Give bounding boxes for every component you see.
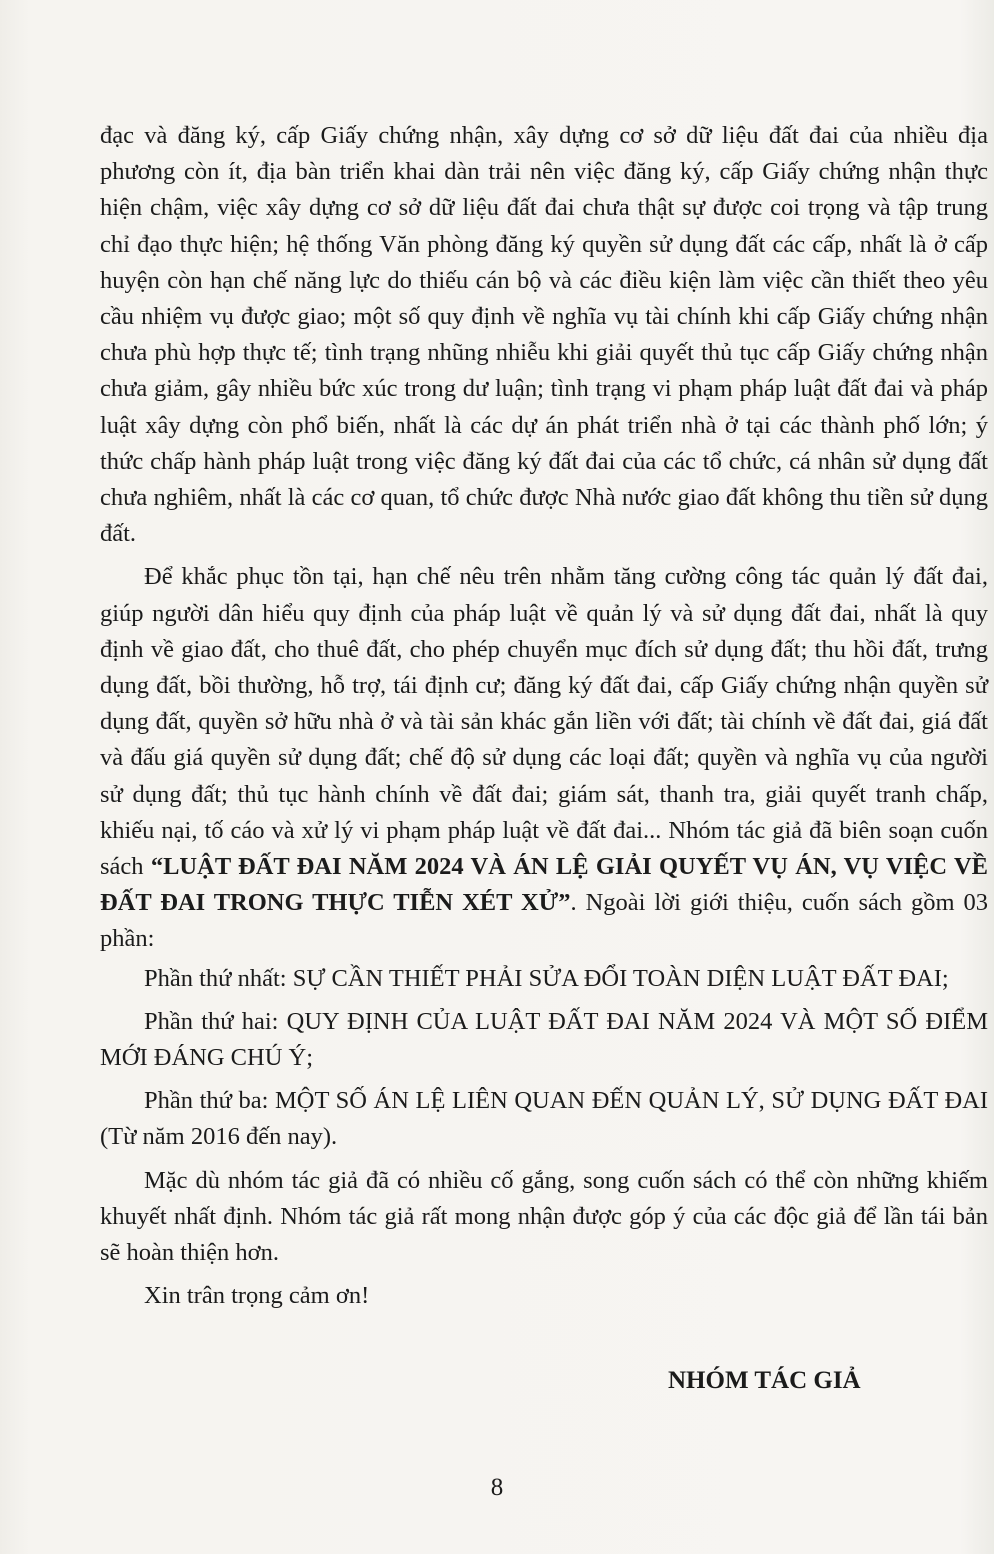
paragraph-thanks: Xin trân trọng cảm ơn! [144,1282,370,1310]
paragraph-closing: Mặc dù nhóm tác giả đã có nhiều cố gắng, song cuốn sách có thể còn những khiếm khuyết nhất định. Nhóm tác giả rất mong nhận được góp ý của các độc giả để lần tái bản sẽ hoàn thiện hơn. [100,1166,988,1267]
page-number: 8 [490,1474,504,1501]
book-intro-ending: . Ngoài lời giới thiệu, cuốn sách gồm 03 phần: [100,889,988,953]
author-signature: NHÓM TÁC GIẢ [668,1367,861,1394]
book-intro-text: Để khắc phục tồn tại, hạn chế nêu trên nhằm tăng cường công tác quản lý đất đai, giúp người dân hiểu quy định của pháp luật về quản lý và sử dụng đất đai, nhất là quy định về giao đất, cho thuê đất, cho phép chuyển mục đích sử dụng đất; thu hồi đất, trưng dụng đất, bồi thường, hỗ trợ, tái định cư; đăng ký đất đai, cấp Giấy chứng nhận quyền sử dụng đất, quyền sở hữu nhà ở và tài sản khác gắn liền với đất; tài chính về đất đai, giá đất và đấu giá quyền sử dụng đất; chế độ sử dụng các loại đất; quyền và nghĩa vụ của người sử dụng đất; thủ tục hành chính về đất đai; giám sát, thanh tra, giải quyết tranh chấp, khiếu nại, tố cáo và xử lý vi phạm pháp luật về đất đai... Nhóm tác giả đã biên soạn cuốn sách [100,563,988,881]
paragraph-part-two: Phần thứ hai: QUY ĐỊNH CỦA LUẬT ĐẤT ĐAI NĂM 2024 VÀ MỘT SỐ ĐIỂM MỚI ĐÁNG CHÚ Ý; [100,1007,988,1072]
paragraph-part-one: Phần thứ nhất: SỰ CẦN THIẾT PHẢI SỬA ĐỔI TOÀN DIỆN LUẬT ĐẤT ĐAI; [144,964,949,992]
paragraph-book-intro [100,559,988,957]
paragraph-part-three: Phần thứ ba: MỘT SỐ ÁN LỆ LIÊN QUAN ĐẾN QUẢN LÝ, SỬ DỤNG ĐẤT ĐAI (Từ năm 2016 đến nay). [100,1087,988,1151]
book-title: “LUẬT ĐẤT ĐAI NĂM 2024 VÀ ÁN LỆ GIẢI QUYẾT VỤ ÁN, VỤ VIỆC VỀ ĐẤT ĐAI TRONG THỰC TIỄN XÉT XỬ” [100,853,988,917]
paragraph-continuation: đạc và đăng ký, cấp Giấy chứng nhận, xây dựng cơ sở dữ liệu đất đai của nhiều địa phương còn ít, địa bàn triển khai dàn trải nên việc đăng ký, cấp Giấy chứng nhận thực hiện chậm, việc xây dựng cơ sở dữ liệu đất đai chưa thật sự được coi trọng và tập trung chỉ đạo thực hiện; hệ thống Văn phòng đăng ký quyền sử dụng đất các cấp, nhất là ở cấp huyện còn hạn chế năng lực do thiếu cán bộ và các điều kiện làm việc cần thiết theo yêu cầu nhiệm vụ được giao; một số quy định về nghĩa vụ tài chính khi cấp Giấy chứng nhận chưa phù hợp thực tế; tình trạng nhũng nhiễu khi giải quyết thủ tục cấp Giấy chứng nhận chưa giảm, gây nhiều bức xúc trong dư luận; tình trạng vi phạm pháp luật đất đai và pháp luật xây dựng còn phổ biến, nhất là các dự án phát triển nhà ở tại các thành phố lớn; ý thức chấp hành pháp luật trong việc đăng ký đất đai của các tổ chức, cá nhân sử dụng đất chưa nghiêm, nhất là các cơ quan, tổ chức được Nhà nước giao đất không thu tiền sử dụng đất. [100,122,988,548]
body-text [100,118,988,1318]
